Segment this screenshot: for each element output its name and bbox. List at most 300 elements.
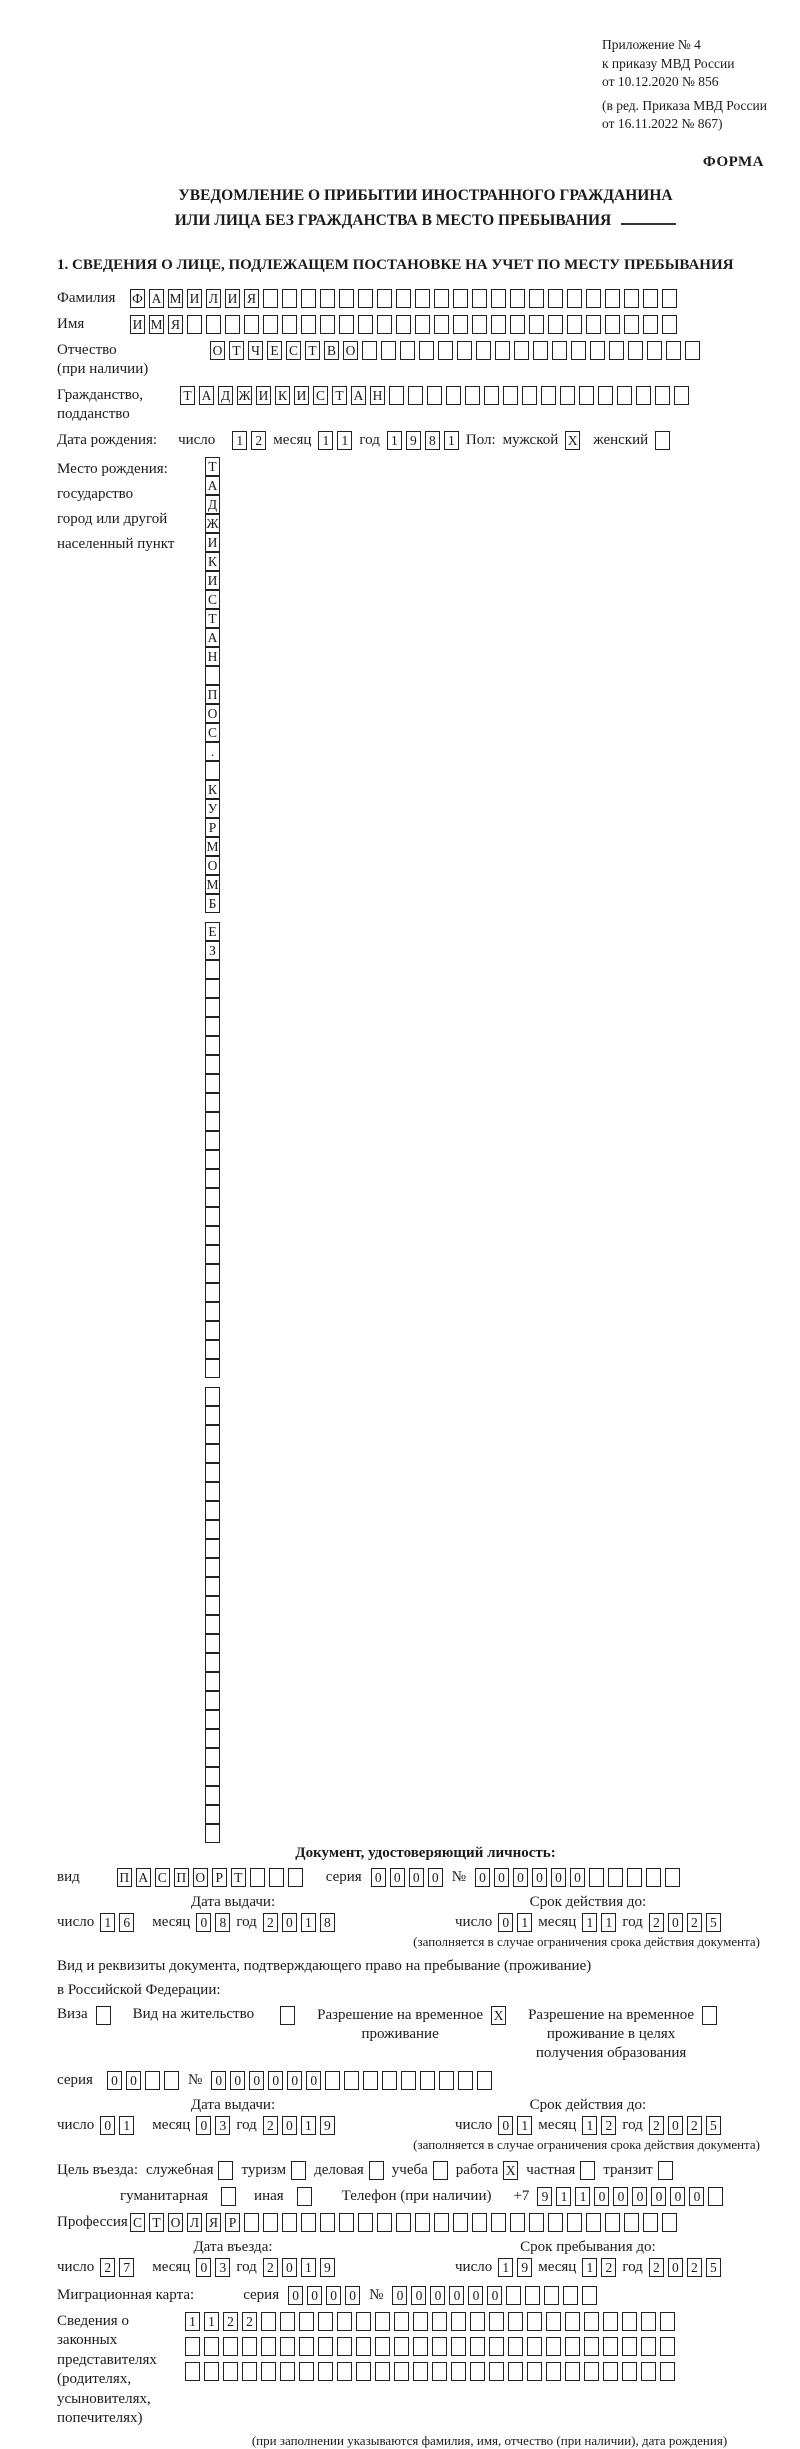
birth-month-box[interactable]: 1 <box>337 431 352 450</box>
representatives-char-box[interactable] <box>375 2312 390 2331</box>
profession-char-box[interactable] <box>529 2213 544 2232</box>
permit-number-box[interactable] <box>344 2071 359 2090</box>
patronymic-char-box[interactable] <box>400 341 415 360</box>
birth-place-char-box[interactable]: З <box>205 941 220 960</box>
birth-place-char-box[interactable] <box>205 1425 220 1444</box>
expiry-year-box[interactable]: 5 <box>706 2116 721 2135</box>
permit-number-box[interactable]: 0 <box>211 2071 226 2090</box>
given-name-char-box[interactable] <box>187 315 202 334</box>
given-name-char-box[interactable] <box>453 315 468 334</box>
citizenship-char-box[interactable] <box>484 386 499 405</box>
birth-place-char-box[interactable]: П <box>205 685 220 704</box>
surname-char-box[interactable] <box>377 289 392 308</box>
birth-place-char-box[interactable] <box>205 1131 220 1150</box>
representatives-char-box[interactable] <box>299 2362 314 2381</box>
doc-kind-char-box[interactable]: С <box>155 1868 170 1887</box>
birth-place-char-box[interactable]: А <box>205 476 220 495</box>
representatives-char-box[interactable] <box>375 2337 390 2356</box>
representatives-char-box[interactable] <box>508 2362 523 2381</box>
representatives-char-box[interactable] <box>508 2337 523 2356</box>
birth-place-char-box[interactable]: Е <box>205 922 220 941</box>
stay-year-box[interactable]: 2 <box>687 2258 702 2277</box>
stay-day-box[interactable]: 9 <box>517 2258 532 2277</box>
citizenship-char-box[interactable] <box>560 386 575 405</box>
doc-kind-char-box[interactable]: П <box>117 1868 132 1887</box>
citizenship-char-box[interactable]: Т <box>332 386 347 405</box>
phone-digit-box[interactable] <box>708 2187 723 2206</box>
surname-char-box[interactable] <box>624 289 639 308</box>
patronymic-char-box[interactable]: Т <box>305 341 320 360</box>
representatives-char-box[interactable] <box>489 2312 504 2331</box>
surname-char-box[interactable]: Ф <box>130 289 145 308</box>
expiry-day-box[interactable]: 0 <box>498 1913 513 1932</box>
profession-char-box[interactable] <box>377 2213 392 2232</box>
permit-number-box[interactable] <box>382 2071 397 2090</box>
issue-month-box[interactable]: 0 <box>196 1913 211 1932</box>
profession-char-box[interactable]: О <box>168 2213 183 2232</box>
migration-series-box[interactable]: 0 <box>345 2286 360 2305</box>
surname-char-box[interactable]: М <box>169 290 182 306</box>
surname-char-box[interactable] <box>301 289 316 308</box>
representatives-char-box[interactable] <box>242 2362 257 2381</box>
birth-place-char-box[interactable] <box>205 1577 220 1596</box>
citizenship-char-box[interactable] <box>636 386 651 405</box>
doc-kind-char-box[interactable]: А <box>136 1868 151 1887</box>
birth-place-char-box[interactable] <box>205 1150 220 1169</box>
citizenship-char-box[interactable] <box>408 386 423 405</box>
representatives-char-box[interactable] <box>242 2337 257 2356</box>
birth-place-char-box[interactable] <box>205 979 220 998</box>
issue-year-box[interactable]: 8 <box>320 1913 335 1932</box>
surname-char-box[interactable] <box>472 289 487 308</box>
issue-day-box[interactable]: 0 <box>100 2116 115 2135</box>
representatives-char-box[interactable] <box>413 2362 428 2381</box>
migration-number-box[interactable]: 0 <box>430 2286 445 2305</box>
representatives-char-box[interactable] <box>337 2337 352 2356</box>
birth-place-char-box[interactable] <box>205 1520 220 1539</box>
representatives-char-box[interactable] <box>261 2362 276 2381</box>
given-name-char-box[interactable] <box>491 315 506 334</box>
birth-place-char-box[interactable] <box>205 1786 220 1805</box>
birth-day-box[interactable]: 1 <box>232 431 247 450</box>
phone-digit-box[interactable]: 0 <box>632 2187 647 2206</box>
purpose-checkbox[interactable] <box>433 2161 448 2180</box>
given-name-char-box[interactable] <box>206 315 221 334</box>
birth-year-box[interactable]: 1 <box>387 431 402 450</box>
issue-year-box[interactable]: 1 <box>301 1913 316 1932</box>
profession-char-box[interactable]: Л <box>187 2213 202 2232</box>
expiry-month-box[interactable]: 2 <box>601 2116 616 2135</box>
representatives-char-box[interactable] <box>565 2337 580 2356</box>
migration-series-box[interactable]: 0 <box>307 2286 322 2305</box>
permit-number-box[interactable]: 0 <box>230 2071 245 2090</box>
permit-number-box[interactable] <box>477 2071 492 2090</box>
patronymic-char-box[interactable]: С <box>286 341 301 360</box>
representatives-char-box[interactable] <box>660 2337 675 2356</box>
stay-year-box[interactable]: 2 <box>649 2258 664 2277</box>
surname-char-box[interactable]: И <box>187 289 202 308</box>
representatives-char-box[interactable] <box>603 2362 618 2381</box>
representatives-char-box[interactable] <box>318 2362 333 2381</box>
permit-series-box[interactable] <box>164 2071 179 2090</box>
representatives-char-box[interactable] <box>337 2362 352 2381</box>
birth-place-char-box[interactable] <box>205 1539 220 1558</box>
given-name-char-box[interactable] <box>662 315 677 334</box>
phone-digit-box[interactable]: 1 <box>556 2187 571 2206</box>
given-name-char-box[interactable] <box>339 315 354 334</box>
patronymic-char-box[interactable] <box>552 341 567 360</box>
birth-place-char-box[interactable] <box>205 1055 220 1074</box>
migration-number-box[interactable] <box>563 2286 578 2305</box>
surname-char-box[interactable] <box>529 289 544 308</box>
purpose-checkbox[interactable] <box>291 2161 306 2180</box>
permit-number-box[interactable] <box>401 2071 416 2090</box>
entry-year-box[interactable]: 9 <box>320 2258 335 2277</box>
doc-kind-char-box[interactable] <box>269 1868 284 1887</box>
representatives-char-box[interactable] <box>584 2312 599 2331</box>
given-name-char-box[interactable] <box>434 315 449 334</box>
representatives-char-box[interactable] <box>451 2312 466 2331</box>
birth-place-char-box[interactable] <box>205 1729 220 1748</box>
phone-digit-box[interactable]: 0 <box>594 2187 609 2206</box>
given-name-char-box[interactable] <box>301 315 316 334</box>
birth-place-char-box[interactable]: . <box>205 742 220 761</box>
surname-char-box[interactable] <box>434 289 449 308</box>
patronymic-char-box[interactable] <box>419 341 434 360</box>
given-name-char-box[interactable] <box>377 315 392 334</box>
profession-char-box[interactable] <box>510 2213 525 2232</box>
entry-month-box[interactable]: 3 <box>215 2258 230 2277</box>
birth-place-char-box[interactable]: К <box>205 552 220 571</box>
doc-number-box[interactable] <box>646 1868 661 1887</box>
representatives-char-box[interactable] <box>299 2312 314 2331</box>
surname-char-box[interactable] <box>586 289 601 308</box>
given-name-char-box[interactable] <box>529 315 544 334</box>
representatives-char-box[interactable] <box>356 2312 371 2331</box>
representatives-char-box[interactable] <box>565 2312 580 2331</box>
citizenship-char-box[interactable]: И <box>256 386 271 405</box>
birth-place-char-box[interactable] <box>205 1615 220 1634</box>
doc-number-box[interactable]: 0 <box>475 1868 490 1887</box>
profession-char-box[interactable] <box>472 2213 487 2232</box>
representatives-char-box[interactable] <box>261 2312 276 2331</box>
entry-day-box[interactable]: 2 <box>100 2258 115 2277</box>
phone-digit-box[interactable]: 0 <box>613 2187 628 2206</box>
birth-place-char-box[interactable]: Н <box>205 647 220 666</box>
surname-char-box[interactable] <box>605 289 620 308</box>
purpose-checkbox[interactable] <box>580 2161 595 2180</box>
citizenship-char-box[interactable] <box>674 386 689 405</box>
representatives-char-box[interactable] <box>584 2362 599 2381</box>
stay-month-box[interactable]: 1 <box>582 2258 597 2277</box>
migration-number-box[interactable] <box>525 2286 540 2305</box>
migration-number-box[interactable] <box>544 2286 559 2305</box>
expiry-year-box[interactable]: 2 <box>649 1913 664 1932</box>
given-name-char-box[interactable]: М <box>150 316 163 332</box>
birth-place-char-box[interactable] <box>205 1710 220 1729</box>
expiry-year-box[interactable]: 2 <box>649 2116 664 2135</box>
female-checkbox[interactable] <box>655 431 670 450</box>
representatives-char-box[interactable] <box>603 2337 618 2356</box>
profession-char-box[interactable] <box>567 2213 582 2232</box>
permit-number-box[interactable] <box>420 2071 435 2090</box>
birth-place-char-box[interactable] <box>205 1169 220 1188</box>
expiry-month-box[interactable]: 1 <box>582 2116 597 2135</box>
surname-char-box[interactable] <box>282 289 297 308</box>
patronymic-char-box[interactable] <box>628 341 643 360</box>
citizenship-char-box[interactable] <box>579 386 594 405</box>
entry-day-box[interactable]: 7 <box>119 2258 134 2277</box>
representatives-char-box[interactable] <box>394 2312 409 2331</box>
profession-char-box[interactable] <box>396 2213 411 2232</box>
doc-number-box[interactable] <box>589 1868 604 1887</box>
purpose-checkbox[interactable] <box>658 2161 673 2180</box>
surname-char-box[interactable] <box>643 289 658 308</box>
citizenship-char-box[interactable]: И <box>294 386 309 405</box>
expiry-month-box[interactable]: 1 <box>601 1913 616 1932</box>
issue-month-box[interactable]: 3 <box>215 2116 230 2135</box>
representatives-char-box[interactable] <box>318 2337 333 2356</box>
stay-year-box[interactable]: 0 <box>668 2258 683 2277</box>
surname-char-box[interactable] <box>510 289 525 308</box>
surname-char-box[interactable]: И <box>225 289 240 308</box>
birth-place-char-box[interactable] <box>205 1036 220 1055</box>
migration-series-box[interactable]: 0 <box>326 2286 341 2305</box>
representatives-char-box[interactable] <box>641 2362 656 2381</box>
doc-number-box[interactable] <box>627 1868 642 1887</box>
given-name-char-box[interactable] <box>472 315 487 334</box>
birth-place-char-box[interactable] <box>205 1074 220 1093</box>
profession-char-box[interactable]: С <box>130 2213 145 2232</box>
surname-char-box[interactable] <box>339 289 354 308</box>
permit-number-box[interactable]: 0 <box>306 2071 321 2090</box>
representatives-char-box[interactable] <box>527 2312 542 2331</box>
birth-place-char-box[interactable] <box>205 1596 220 1615</box>
profession-char-box[interactable] <box>358 2213 373 2232</box>
birth-place-char-box[interactable]: Т <box>205 457 220 476</box>
migration-number-box[interactable]: 0 <box>449 2286 464 2305</box>
birth-place-char-box[interactable] <box>205 1444 220 1463</box>
doc-series-box[interactable]: 0 <box>371 1868 386 1887</box>
migration-number-box[interactable]: 0 <box>468 2286 483 2305</box>
birth-place-char-box[interactable]: Д <box>205 495 220 514</box>
birth-place-char-box[interactable] <box>205 1558 220 1577</box>
birth-place-char-box[interactable]: Р <box>205 818 220 837</box>
birth-year-box[interactable]: 8 <box>425 431 440 450</box>
purpose-checkbox[interactable] <box>369 2161 384 2180</box>
birth-place-char-box[interactable] <box>205 1634 220 1653</box>
entry-month-box[interactable]: 0 <box>196 2258 211 2277</box>
representatives-char-box[interactable] <box>204 2337 219 2356</box>
migration-series-box[interactable]: 0 <box>288 2286 303 2305</box>
profession-char-box[interactable] <box>244 2213 259 2232</box>
birth-place-char-box[interactable] <box>205 1501 220 1520</box>
patronymic-char-box[interactable]: Е <box>267 341 282 360</box>
citizenship-char-box[interactable] <box>389 386 404 405</box>
expiry-day-box[interactable]: 1 <box>517 1913 532 1932</box>
birth-place-char-box[interactable] <box>205 960 220 979</box>
patronymic-char-box[interactable] <box>533 341 548 360</box>
birth-place-char-box[interactable] <box>205 1264 220 1283</box>
profession-char-box[interactable] <box>339 2213 354 2232</box>
birth-place-char-box[interactable]: Б <box>205 894 220 913</box>
birth-place-char-box[interactable] <box>205 1226 220 1245</box>
patronymic-char-box[interactable] <box>476 341 491 360</box>
representatives-char-box[interactable] <box>584 2337 599 2356</box>
patronymic-char-box[interactable] <box>457 341 472 360</box>
representatives-char-box[interactable]: 2 <box>223 2312 238 2331</box>
birth-place-char-box[interactable] <box>205 666 220 685</box>
phone-digit-box[interactable]: 0 <box>670 2187 685 2206</box>
birth-month-box[interactable]: 1 <box>318 431 333 450</box>
doc-number-box[interactable] <box>665 1868 680 1887</box>
given-name-char-box[interactable] <box>643 315 658 334</box>
birth-place-char-box[interactable]: И <box>205 533 220 552</box>
purpose-checkbox[interactable] <box>221 2187 236 2206</box>
representatives-char-box[interactable] <box>223 2362 238 2381</box>
patronymic-char-box[interactable] <box>438 341 453 360</box>
issue-year-box[interactable]: 0 <box>282 2116 297 2135</box>
representatives-char-box[interactable] <box>185 2337 200 2356</box>
permit-series-box[interactable] <box>145 2071 160 2090</box>
patronymic-char-box[interactable] <box>685 341 700 360</box>
representatives-char-box[interactable] <box>413 2312 428 2331</box>
expiry-year-box[interactable]: 0 <box>668 1913 683 1932</box>
expiry-day-box[interactable]: 0 <box>498 2116 513 2135</box>
doc-number-box[interactable]: 0 <box>570 1868 585 1887</box>
doc-kind-char-box[interactable] <box>250 1868 265 1887</box>
issue-year-box[interactable]: 0 <box>282 1913 297 1932</box>
representatives-char-box[interactable] <box>223 2337 238 2356</box>
representatives-char-box[interactable] <box>318 2312 333 2331</box>
birth-place-char-box[interactable] <box>205 1245 220 1264</box>
birth-place-char-box[interactable] <box>205 1302 220 1321</box>
migration-number-box[interactable]: 0 <box>487 2286 502 2305</box>
citizenship-char-box[interactable] <box>522 386 537 405</box>
birth-place-char-box[interactable] <box>205 998 220 1017</box>
residence-permit-checkbox[interactable] <box>280 2006 295 2025</box>
entry-year-box[interactable]: 1 <box>301 2258 316 2277</box>
given-name-char-box[interactable] <box>605 315 620 334</box>
representatives-char-box[interactable] <box>546 2337 561 2356</box>
issue-year-box[interactable]: 9 <box>320 2116 335 2135</box>
surname-char-box[interactable] <box>662 289 677 308</box>
surname-char-box[interactable]: Л <box>206 289 221 308</box>
representatives-char-box[interactable] <box>375 2362 390 2381</box>
representatives-char-box[interactable] <box>280 2312 295 2331</box>
citizenship-char-box[interactable] <box>465 386 480 405</box>
entry-year-box[interactable]: 2 <box>263 2258 278 2277</box>
given-name-char-box[interactable]: И <box>130 315 145 334</box>
birth-place-char-box[interactable] <box>205 1406 220 1425</box>
birth-place-char-box[interactable]: Т <box>205 609 220 628</box>
permit-number-box[interactable]: 0 <box>268 2071 283 2090</box>
birth-place-char-box[interactable] <box>205 1805 220 1824</box>
surname-char-box[interactable] <box>263 289 278 308</box>
representatives-char-box[interactable] <box>204 2362 219 2381</box>
representatives-char-box[interactable] <box>603 2312 618 2331</box>
citizenship-char-box[interactable] <box>427 386 442 405</box>
issue-month-box[interactable]: 0 <box>196 2116 211 2135</box>
representatives-char-box[interactable] <box>394 2362 409 2381</box>
doc-kind-char-box[interactable]: П <box>174 1868 189 1887</box>
profession-char-box[interactable] <box>282 2213 297 2232</box>
patronymic-char-box[interactable] <box>571 341 586 360</box>
doc-number-box[interactable] <box>608 1868 623 1887</box>
citizenship-char-box[interactable] <box>541 386 556 405</box>
permit-number-box[interactable] <box>363 2071 378 2090</box>
birth-day-box[interactable]: 2 <box>251 431 266 450</box>
stay-day-box[interactable]: 1 <box>498 2258 513 2277</box>
birth-place-char-box[interactable] <box>205 1767 220 1786</box>
birth-place-char-box[interactable] <box>205 1112 220 1131</box>
citizenship-char-box[interactable] <box>598 386 613 405</box>
issue-day-box[interactable]: 6 <box>119 1913 134 1932</box>
permit-number-box[interactable] <box>325 2071 340 2090</box>
surname-char-box[interactable] <box>320 289 335 308</box>
birth-place-char-box[interactable]: О <box>205 856 220 875</box>
birth-place-char-box[interactable] <box>205 1188 220 1207</box>
birth-year-box[interactable]: 9 <box>406 431 421 450</box>
doc-kind-char-box[interactable] <box>288 1868 303 1887</box>
patronymic-char-box[interactable] <box>666 341 681 360</box>
purpose-checkbox[interactable]: X <box>503 2161 518 2180</box>
citizenship-char-box[interactable] <box>446 386 461 405</box>
profession-char-box[interactable] <box>263 2213 278 2232</box>
birth-place-char-box[interactable] <box>205 1340 220 1359</box>
doc-number-box[interactable]: 0 <box>532 1868 547 1887</box>
birth-place-char-box[interactable] <box>205 1093 220 1112</box>
representatives-char-box[interactable] <box>508 2312 523 2331</box>
expiry-day-box[interactable]: 1 <box>517 2116 532 2135</box>
migration-number-box[interactable] <box>506 2286 521 2305</box>
representatives-char-box[interactable] <box>470 2362 485 2381</box>
edu-permit-checkbox[interactable] <box>702 2006 717 2025</box>
citizenship-char-box[interactable] <box>503 386 518 405</box>
representatives-char-box[interactable] <box>641 2312 656 2331</box>
citizenship-char-box[interactable] <box>617 386 632 405</box>
representatives-char-box[interactable] <box>413 2337 428 2356</box>
doc-number-box[interactable]: 0 <box>513 1868 528 1887</box>
doc-kind-char-box[interactable]: Р <box>212 1868 227 1887</box>
profession-char-box[interactable] <box>643 2213 658 2232</box>
surname-char-box[interactable] <box>415 289 430 308</box>
birth-place-char-box[interactable] <box>205 1672 220 1691</box>
birth-place-char-box[interactable] <box>205 1482 220 1501</box>
issue-year-box[interactable]: 2 <box>263 2116 278 2135</box>
representatives-char-box[interactable] <box>299 2337 314 2356</box>
given-name-char-box[interactable]: Я <box>168 315 183 334</box>
birth-place-char-box[interactable] <box>205 1207 220 1226</box>
profession-char-box[interactable] <box>605 2213 620 2232</box>
phone-digit-box[interactable]: 1 <box>575 2187 590 2206</box>
expiry-year-box[interactable]: 2 <box>687 1913 702 1932</box>
surname-char-box[interactable]: Я <box>244 289 259 308</box>
issue-year-box[interactable]: 1 <box>301 2116 316 2135</box>
birth-place-char-box[interactable] <box>205 1463 220 1482</box>
patronymic-char-box[interactable] <box>362 341 377 360</box>
permit-number-box[interactable] <box>458 2071 473 2090</box>
surname-char-box[interactable] <box>491 289 506 308</box>
purpose-checkbox[interactable] <box>297 2187 312 2206</box>
representatives-char-box[interactable] <box>660 2362 675 2381</box>
permit-number-box[interactable] <box>439 2071 454 2090</box>
citizenship-char-box[interactable]: Н <box>370 386 385 405</box>
given-name-char-box[interactable] <box>624 315 639 334</box>
profession-char-box[interactable] <box>415 2213 430 2232</box>
representatives-char-box[interactable] <box>337 2312 352 2331</box>
patronymic-char-box[interactable]: О <box>343 341 358 360</box>
